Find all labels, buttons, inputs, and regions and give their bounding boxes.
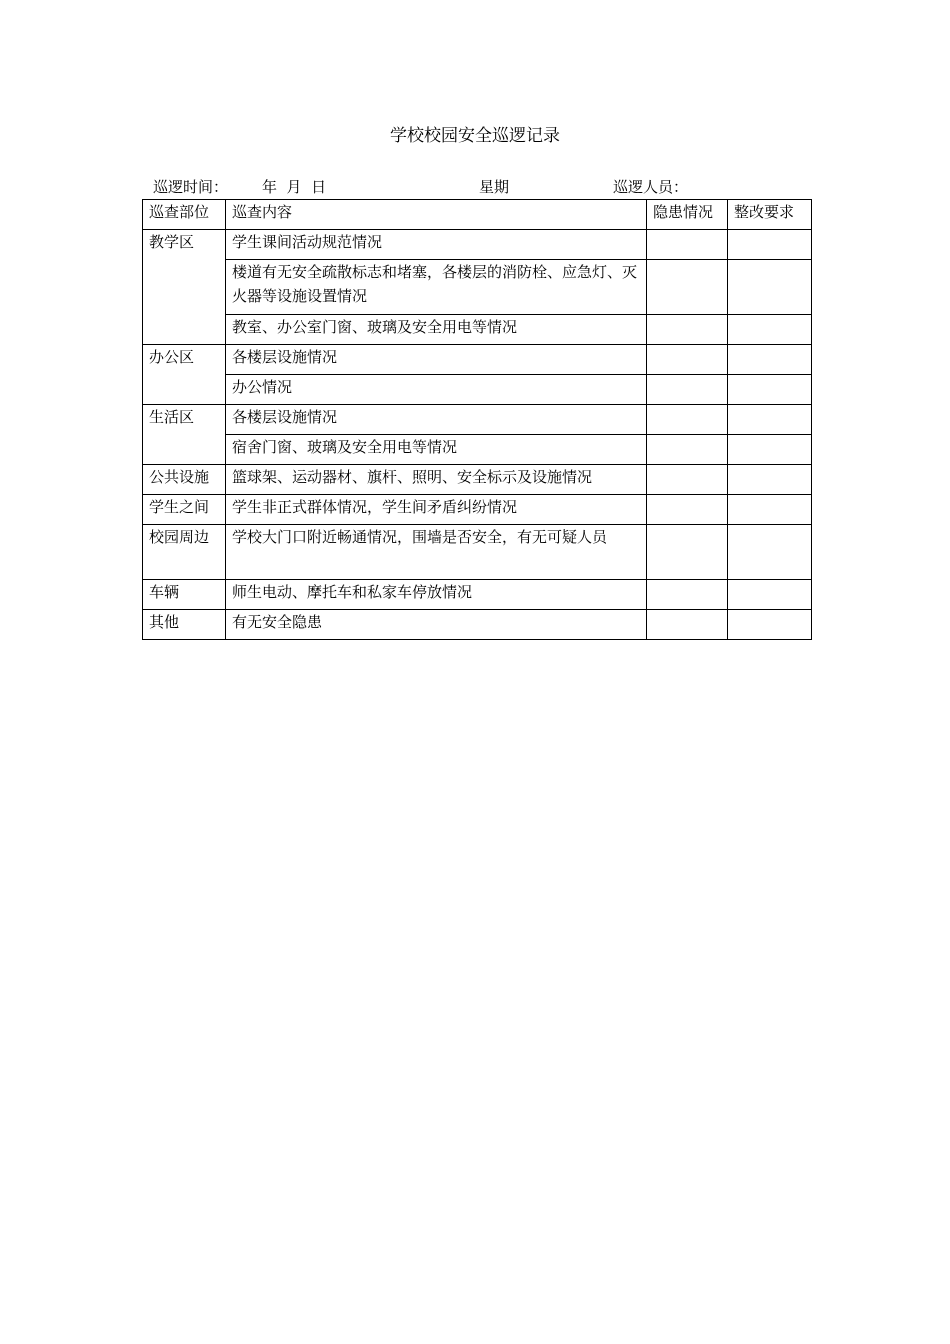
rectification-cell[interactable]	[728, 580, 812, 610]
hazard-cell[interactable]	[647, 580, 728, 610]
area-cell: 其他	[143, 610, 226, 640]
content-cell: 学校大门口附近畅通情况，围墙是否安全，有无可疑人员	[226, 525, 647, 580]
content-cell: 学生课间活动规范情况	[226, 230, 647, 260]
patrol-record-table	[142, 199, 812, 640]
patrol-date-text: 年 月 日	[262, 178, 327, 196]
table-row	[143, 580, 812, 610]
patrol-time-label: 巡逻时间：	[153, 178, 229, 196]
hazard-cell[interactable]	[647, 465, 728, 495]
rectification-cell[interactable]	[728, 435, 812, 465]
hazard-cell[interactable]	[647, 375, 728, 405]
header-area: 巡查部位	[143, 200, 226, 230]
table-row	[143, 230, 812, 260]
table-row	[143, 345, 812, 375]
rectification-cell[interactable]	[728, 465, 812, 495]
hazard-cell[interactable]	[647, 405, 728, 435]
table-row	[143, 375, 812, 405]
table-row	[143, 465, 812, 495]
hazard-cell[interactable]	[647, 610, 728, 640]
area-cell: 生活区	[143, 405, 226, 465]
content-cell: 办公情况	[226, 375, 647, 405]
table-row	[143, 405, 812, 435]
rectification-cell[interactable]	[728, 610, 812, 640]
table-row	[143, 315, 812, 345]
hazard-cell[interactable]	[647, 315, 728, 345]
table-row	[143, 525, 812, 580]
hazard-cell[interactable]	[647, 495, 728, 525]
table-row	[143, 260, 812, 315]
rectification-cell[interactable]	[728, 375, 812, 405]
rectification-cell[interactable]	[728, 315, 812, 345]
content-cell: 楼道有无安全疏散标志和堵塞，各楼层的消防栓、应急灯、灭火器等设施设置情况	[226, 260, 647, 315]
content-cell: 师生电动、摩托车和私家车停放情况	[226, 580, 647, 610]
rectification-cell[interactable]	[728, 495, 812, 525]
area-cell: 办公区	[143, 345, 226, 405]
content-cell: 宿舍门窗、玻璃及安全用电等情况	[226, 435, 647, 465]
content-cell: 学生非正式群体情况，学生间矛盾纠纷情况	[226, 495, 647, 525]
area-cell: 学生之间	[143, 495, 226, 525]
table-row	[143, 495, 812, 525]
hazard-cell[interactable]	[647, 230, 728, 260]
hazard-cell[interactable]	[647, 260, 728, 315]
rectification-cell[interactable]	[728, 230, 812, 260]
rectification-cell[interactable]	[728, 525, 812, 580]
document-title: 学校校园安全巡逻记录	[390, 126, 560, 146]
content-cell: 篮球架、运动器材、旗杆、照明、安全标示及设施情况	[226, 465, 647, 495]
hazard-cell[interactable]	[647, 435, 728, 465]
table-row	[143, 435, 812, 465]
content-cell: 有无安全隐患	[226, 610, 647, 640]
area-cell: 车辆	[143, 580, 226, 610]
content-cell: 各楼层设施情况	[226, 405, 647, 435]
hazard-cell[interactable]	[647, 525, 728, 580]
hazard-cell[interactable]	[647, 345, 728, 375]
header-content: 巡查内容	[226, 200, 647, 230]
rectification-cell[interactable]	[728, 345, 812, 375]
content-cell: 各楼层设施情况	[226, 345, 647, 375]
patrol-week-label: 星期	[479, 178, 510, 196]
content-cell: 教室、办公室门窗、玻璃及安全用电等情况	[226, 315, 647, 345]
patrol-person-label: 巡逻人员：	[613, 178, 689, 196]
table-row	[143, 610, 812, 640]
header-hazard: 隐患情况	[647, 200, 728, 230]
area-cell: 校园周边	[143, 525, 226, 580]
table-header-row	[143, 200, 812, 230]
area-cell: 公共设施	[143, 465, 226, 495]
rectification-cell[interactable]	[728, 260, 812, 315]
header-rectification: 整改要求	[728, 200, 812, 230]
rectification-cell[interactable]	[728, 405, 812, 435]
area-cell: 教学区	[143, 230, 226, 345]
